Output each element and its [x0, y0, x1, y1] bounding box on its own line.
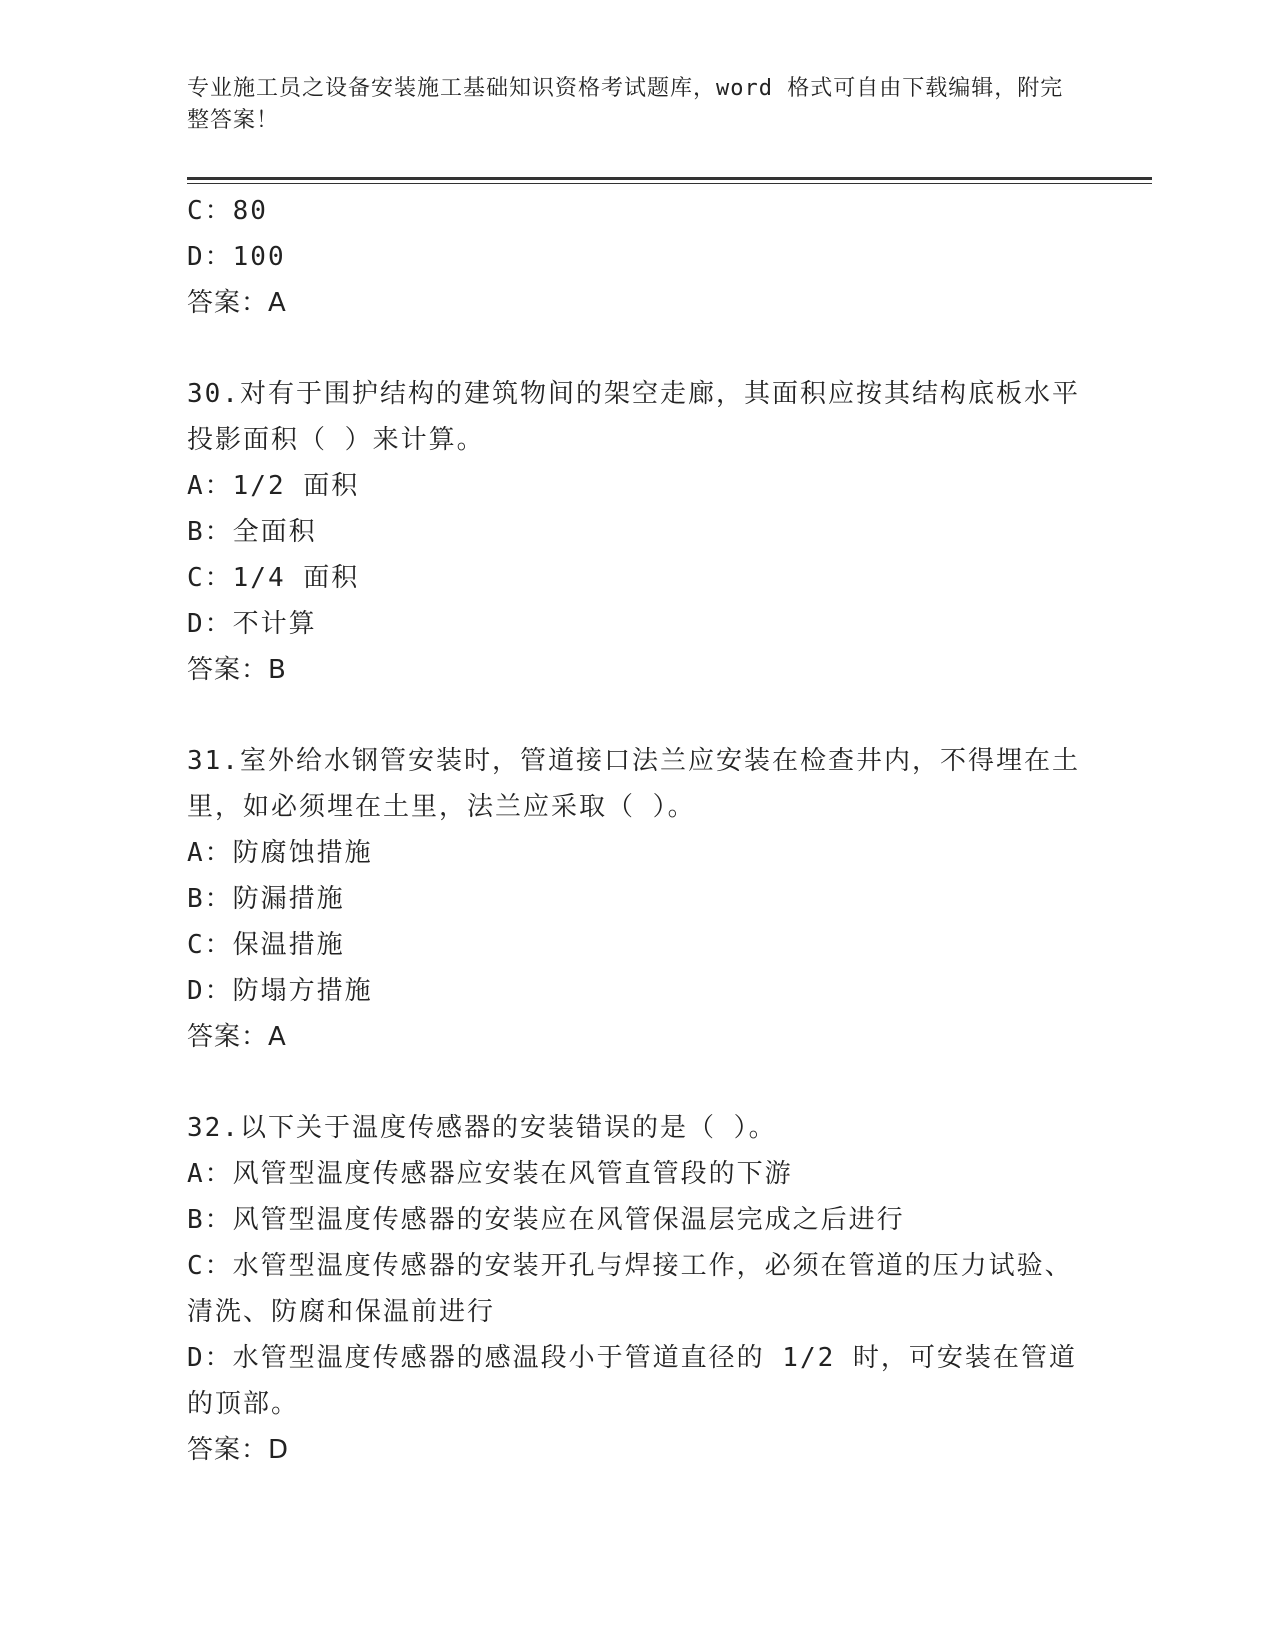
option-d: D：水管型温度传感器的感温段小于管道直径的 1/2 时，可安装在管道的顶部。: [187, 1343, 1077, 1419]
question-stem: 31.室外给水钢管安装时，管道接口法兰应安装在检查井内，不得埋在土里，如必须埋在土里，法兰应采取（ ）。: [187, 746, 1080, 822]
option-c: C：1/4 面积: [187, 563, 360, 593]
spacer: [187, 1060, 1087, 1105]
answer-label: 答案：B: [187, 655, 287, 685]
question-list: [187, 188, 1087, 1473]
option-a: A：防腐蚀措施: [187, 838, 373, 868]
question-31: [187, 738, 1087, 1060]
option-a: A：1/2 面积: [187, 471, 360, 501]
option-b: B：风管型温度传感器的安装应在风管保温层完成之后进行: [187, 1205, 905, 1235]
option-b: B：全面积: [187, 517, 317, 547]
spacer: [187, 326, 1087, 371]
option-c: C：水管型温度传感器的安装开孔与焊接工作，必须在管道的压力试验、清洗、防腐和保温前进行: [187, 1251, 1073, 1327]
header-divider-thick: [187, 177, 1152, 180]
answer-label: 答案：D: [187, 1435, 290, 1465]
question-32: [187, 1105, 1087, 1473]
option-d: D：100: [187, 242, 286, 272]
header-divider-thin: [187, 183, 1152, 184]
question-stem: 30.对有于围护结构的建筑物间的架空走廊，其面积应按其结构底板水平投影面积（ ）来计算。: [187, 379, 1080, 455]
option-c: C：80: [187, 196, 268, 226]
spacer: [187, 693, 1087, 738]
option-b: B：防漏措施: [187, 884, 345, 914]
answer-label: 答案：A: [187, 1022, 287, 1052]
option-a: A：风管型温度传感器应安装在风管直管段的下游: [187, 1159, 793, 1189]
question-29-continued: [187, 188, 1087, 326]
option-d: D：不计算: [187, 609, 317, 639]
question-30: [187, 371, 1087, 693]
option-d: D：防塌方措施: [187, 976, 373, 1006]
document-header: 专业施工员之设备安装施工基础知识资格考试题库，word 格式可自由下载编辑，附完整答案！: [187, 76, 1064, 133]
answer-label: 答案：A: [187, 288, 287, 318]
option-c: C：保温措施: [187, 930, 345, 960]
question-stem: 32.以下关于温度传感器的安装错误的是（ ）。: [187, 1113, 777, 1143]
